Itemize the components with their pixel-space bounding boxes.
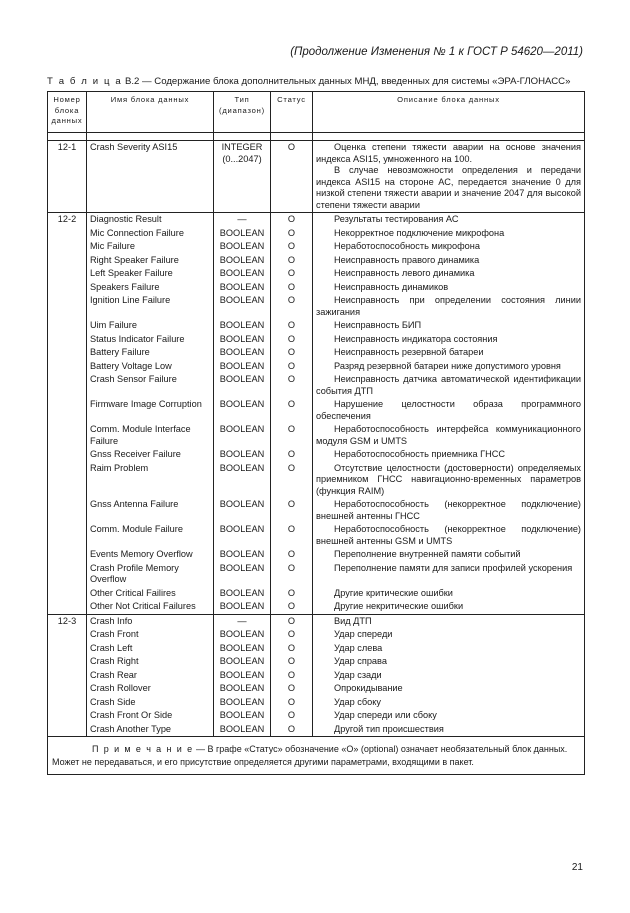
block-status-cell: O xyxy=(271,346,313,360)
block-type-cell: BOOLEAN xyxy=(214,360,271,374)
page-number: 21 xyxy=(571,862,583,873)
description-paragraph: Неработоспособность (некорректное подключение) внешней антенны GSM и UMTS xyxy=(316,524,581,546)
block-name-cell: Firmware Image Corruption xyxy=(87,398,214,423)
description-paragraph: Неработоспособность микрофона xyxy=(334,241,480,251)
table-row xyxy=(48,213,585,227)
block-type-cell: BOOLEAN xyxy=(214,548,271,562)
block-type-cell: BOOLEAN xyxy=(214,423,271,448)
block-description-cell xyxy=(313,294,585,319)
block-name-cell: Crash Rollover xyxy=(87,682,214,696)
table-row xyxy=(48,423,585,448)
table-row xyxy=(48,628,585,642)
block-type-cell: BOOLEAN xyxy=(214,696,271,710)
description-paragraph: Другой тип происшествия xyxy=(334,723,444,734)
block-description-cell xyxy=(313,462,585,499)
block-type-cell: BOOLEAN xyxy=(214,682,271,696)
block-type-cell: BOOLEAN xyxy=(214,600,271,614)
block-status-cell: O xyxy=(271,669,313,683)
block-name-cell: Gnss Receiver Failure xyxy=(87,448,214,462)
block-description-cell xyxy=(313,498,585,523)
table-header-row xyxy=(48,92,585,133)
block-name-cell: Right Speaker Failure xyxy=(87,254,214,268)
description-paragraph: Неработоспособность (некорректное подключение) внешней антенны ГНСС xyxy=(316,499,581,521)
table-row xyxy=(48,346,585,360)
block-status-cell: O xyxy=(271,723,313,737)
block-type-cell: BOOLEAN xyxy=(214,448,271,462)
block-name-cell: Gnss Antenna Failure xyxy=(87,498,214,523)
col-header-description: Описание блока данных xyxy=(313,92,585,133)
block-type-cell: BOOLEAN xyxy=(214,294,271,319)
block-description-cell xyxy=(313,628,585,642)
description-paragraph: Удар слева xyxy=(334,642,383,653)
block-type-cell: BOOLEAN xyxy=(214,398,271,423)
table-body xyxy=(48,133,585,775)
block-name-cell: Status Indicator Failure xyxy=(87,333,214,347)
block-name-cell: Comm. Module Failure xyxy=(87,523,214,548)
block-name-cell: Mic Failure xyxy=(87,240,214,254)
block-status-cell: O xyxy=(271,498,313,523)
table-row xyxy=(48,587,585,601)
block-status-cell: O xyxy=(271,682,313,696)
table-row xyxy=(48,227,585,241)
block-description-cell xyxy=(313,360,585,374)
block-status-cell: O xyxy=(271,696,313,710)
block-type-cell: BOOLEAN xyxy=(214,254,271,268)
block-type-cell: BOOLEAN xyxy=(214,523,271,548)
block-status-cell: O xyxy=(271,523,313,548)
block-type-cell: BOOLEAN xyxy=(214,319,271,333)
block-status-cell: O xyxy=(271,462,313,499)
description-paragraph: Отсутствие целостности (достоверности) определяемых приемником ГНСС навигационно-временных параметров (функция RAIM) xyxy=(316,462,581,496)
block-name-cell: Crash Left xyxy=(87,642,214,656)
block-name-cell: Other Not Critical Failures xyxy=(87,600,214,614)
block-type-cell: BOOLEAN xyxy=(214,227,271,241)
description-paragraph: Удар спереди или сбоку xyxy=(334,710,437,720)
table-note-row xyxy=(48,737,585,775)
table-row xyxy=(48,448,585,462)
table-row xyxy=(48,281,585,295)
table-row xyxy=(48,614,585,628)
block-description-cell xyxy=(313,254,585,268)
col-header-number: Номер блока данных xyxy=(48,92,87,133)
block-description-cell xyxy=(313,669,585,683)
description-paragraph: Неисправность левого динамика xyxy=(334,268,475,278)
block-status-cell: O xyxy=(271,281,313,295)
table-note xyxy=(48,737,585,775)
description-paragraph: Переполнение памяти для записи профилей ускорения xyxy=(334,562,573,573)
block-name-cell: Crash Rear xyxy=(87,669,214,683)
block-type-cell: BOOLEAN xyxy=(214,587,271,601)
table-row xyxy=(48,319,585,333)
col-header-name: Имя блока данных xyxy=(87,92,214,133)
block-name-cell: Left Speaker Failure xyxy=(87,267,214,281)
block-status-cell: O xyxy=(271,213,313,227)
table-row xyxy=(48,360,585,374)
block-name-cell: Other Critical Failires xyxy=(87,587,214,601)
description-paragraph: В случае невозможности определения и передачи индекса ASI15 на стороне АС, передается значение 0 для низкой степени тяжести аварии и значение 2047 для высокой степени тяжести аварии xyxy=(316,165,581,210)
table-row xyxy=(48,240,585,254)
description-paragraph: Неисправность правого динамика xyxy=(334,254,480,265)
block-name-cell: Crash Info xyxy=(87,614,214,628)
block-type-cell: BOOLEAN xyxy=(214,240,271,254)
block-status-cell: O xyxy=(271,600,313,614)
block-status-cell: O xyxy=(271,254,313,268)
block-status-cell: O xyxy=(271,448,313,462)
block-description-cell xyxy=(313,281,585,295)
block-description-cell xyxy=(313,240,585,254)
block-type-cell: BOOLEAN xyxy=(214,333,271,347)
block-description-cell xyxy=(313,600,585,614)
block-status-cell: O xyxy=(271,333,313,347)
block-status-cell: O xyxy=(271,319,313,333)
table-row xyxy=(48,462,585,499)
block-description-cell xyxy=(313,141,585,213)
block-number-cell: 12-3 xyxy=(48,614,87,737)
block-description-cell xyxy=(313,373,585,398)
block-description-cell xyxy=(313,267,585,281)
block-name-cell: Diagnostic Result xyxy=(87,213,214,227)
block-description-cell xyxy=(313,333,585,347)
block-description-cell xyxy=(313,227,585,241)
description-paragraph: Другие критические ошибки xyxy=(334,587,453,598)
block-description-cell xyxy=(313,346,585,360)
description-paragraph: Удар сбоку xyxy=(334,696,381,707)
table-row xyxy=(48,696,585,710)
description-paragraph: Удар сзади xyxy=(334,669,382,680)
block-description-cell xyxy=(313,723,585,737)
block-type-cell: BOOLEAN xyxy=(214,642,271,656)
block-name-cell: Mic Connection Failure xyxy=(87,227,214,241)
block-name-cell: Crash Another Type xyxy=(87,723,214,737)
block-description-cell xyxy=(313,423,585,448)
block-number-cell: 12-2 xyxy=(48,213,87,615)
table-row xyxy=(48,655,585,669)
block-status-cell: O xyxy=(271,709,313,723)
block-type-cell: BOOLEAN xyxy=(214,346,271,360)
block-type-cell: BOOLEAN xyxy=(214,462,271,499)
block-status-cell: O xyxy=(271,373,313,398)
block-description-cell xyxy=(313,523,585,548)
block-description-cell xyxy=(313,614,585,628)
table-row xyxy=(48,141,585,213)
description-paragraph: Результаты тестирования АС xyxy=(334,214,459,224)
description-paragraph: Некорректное подключение микрофона xyxy=(334,227,505,238)
block-name-cell: Raim Problem xyxy=(87,462,214,499)
block-type-cell: — xyxy=(214,614,271,628)
block-name-cell: Crash Sensor Failure xyxy=(87,373,214,398)
description-paragraph: Неработоспособность приемника ГНСС xyxy=(334,449,506,459)
block-description-cell xyxy=(313,642,585,656)
description-paragraph: Опрокидывание xyxy=(334,683,403,693)
block-name-cell: Events Memory Overflow xyxy=(87,548,214,562)
block-type-cell: INTEGER (0...2047) xyxy=(214,141,271,213)
block-type-cell: BOOLEAN xyxy=(214,373,271,398)
block-status-cell: O xyxy=(271,398,313,423)
block-status-cell: O xyxy=(271,628,313,642)
block-name-cell: Crash Side xyxy=(87,696,214,710)
block-description-cell xyxy=(313,213,585,227)
block-type-cell: BOOLEAN xyxy=(214,628,271,642)
note-text: — В графе «Статус» обозначение «O» (optional) означает необязательный блок данных. Может не передаваться, и его присутствие определяется другими параметрами, входящими в пакет. xyxy=(52,744,568,767)
block-status-cell: O xyxy=(271,267,313,281)
block-status-cell: O xyxy=(271,423,313,448)
description-paragraph: Нарушение целостности образа программного обеспечения xyxy=(316,399,581,421)
table-row xyxy=(48,642,585,656)
description-paragraph: Неисправность БИП xyxy=(334,320,422,330)
description-paragraph: Удар справа xyxy=(334,656,387,666)
description-paragraph: Неисправность при определении состояния линии зажигания xyxy=(316,295,581,317)
block-description-cell xyxy=(313,319,585,333)
block-name-cell: Crash Front xyxy=(87,628,214,642)
block-description-cell xyxy=(313,655,585,669)
block-type-cell: BOOLEAN xyxy=(214,655,271,669)
block-name-cell: Ignition Line Failure xyxy=(87,294,214,319)
table-row xyxy=(48,498,585,523)
description-paragraph: Неисправность индикатора состояния xyxy=(334,333,498,344)
description-paragraph: Неисправность резервной батареи xyxy=(334,347,484,357)
block-type-cell: BOOLEAN xyxy=(214,709,271,723)
block-type-cell: BOOLEAN xyxy=(214,723,271,737)
block-status-cell: O xyxy=(271,587,313,601)
block-name-cell: Crash Right xyxy=(87,655,214,669)
document-continuation-header: (Продолжение Изменения № 1 к ГОСТ Р 54620—2011) xyxy=(290,46,583,58)
table-row xyxy=(48,294,585,319)
table-row xyxy=(48,548,585,562)
data-blocks-table xyxy=(47,91,585,775)
col-header-type: Тип (диапазон) xyxy=(214,92,271,133)
block-status-cell: O xyxy=(271,642,313,656)
description-paragraph: Оценка степени тяжести аварии на основе значения индекса ASI15, умноженного на 100. xyxy=(316,142,581,164)
block-type-cell: BOOLEAN xyxy=(214,267,271,281)
block-description-cell xyxy=(313,682,585,696)
table-row xyxy=(48,709,585,723)
header-spacer-row xyxy=(48,133,585,141)
description-paragraph: Переполнение внутренней памяти событий xyxy=(334,549,521,559)
block-type-cell: BOOLEAN xyxy=(214,562,271,587)
table-row xyxy=(48,373,585,398)
description-paragraph: Разряд резервной батареи ниже допустимого уровня xyxy=(334,360,561,371)
table-caption-text: В.2 — Содержание блока дополнительных данных МНД, введенных для системы «ЭРА-ГЛОНАСС» xyxy=(122,76,571,87)
block-name-cell: Uim Failure xyxy=(87,319,214,333)
table-row xyxy=(48,267,585,281)
block-status-cell: O xyxy=(271,227,313,241)
block-status-cell: O xyxy=(271,614,313,628)
description-paragraph: Вид ДТП xyxy=(334,615,372,626)
block-name-cell: Crash Front Or Side xyxy=(87,709,214,723)
block-status-cell: O xyxy=(271,562,313,587)
block-status-cell: O xyxy=(271,548,313,562)
block-name-cell: Crash Severity ASI15 xyxy=(87,141,214,213)
block-type-cell: — xyxy=(214,213,271,227)
table-row xyxy=(48,333,585,347)
description-paragraph: Неработоспособность интерфейса коммуникационного модуля GSM и UMTS xyxy=(316,424,581,446)
block-type-cell: BOOLEAN xyxy=(214,281,271,295)
block-number-cell: 12-1 xyxy=(48,141,87,213)
table-row xyxy=(48,562,585,587)
col-header-status: Статус xyxy=(271,92,313,133)
table-row xyxy=(48,669,585,683)
table-row xyxy=(48,254,585,268)
table-row xyxy=(48,682,585,696)
block-description-cell xyxy=(313,548,585,562)
block-description-cell xyxy=(313,448,585,462)
block-description-cell xyxy=(313,709,585,723)
block-description-cell xyxy=(313,398,585,423)
table-row xyxy=(48,600,585,614)
table-row xyxy=(48,398,585,423)
table-caption-prefix: Т а б л и ц а xyxy=(47,76,123,87)
table-caption xyxy=(47,76,570,87)
block-status-cell: O xyxy=(271,141,313,213)
block-status-cell: O xyxy=(271,240,313,254)
block-description-cell xyxy=(313,696,585,710)
description-paragraph: Удар спереди xyxy=(334,629,393,639)
block-description-cell xyxy=(313,587,585,601)
block-type-cell: BOOLEAN xyxy=(214,498,271,523)
block-name-cell: Battery Voltage Low xyxy=(87,360,214,374)
block-name-cell: Speakers Failure xyxy=(87,281,214,295)
table-row xyxy=(48,723,585,737)
description-paragraph: Неисправность динамиков xyxy=(334,281,449,292)
table-row xyxy=(48,523,585,548)
block-status-cell: O xyxy=(271,360,313,374)
block-name-cell: Comm. Module Interface Failure xyxy=(87,423,214,448)
description-paragraph: Другие некритические ошибки xyxy=(334,601,464,611)
block-name-cell: Battery Failure xyxy=(87,346,214,360)
block-name-cell: Crash Profile Memory Overflow xyxy=(87,562,214,587)
block-status-cell: O xyxy=(271,294,313,319)
block-description-cell xyxy=(313,562,585,587)
note-label: П р и м е ч а н и е xyxy=(92,744,194,754)
description-paragraph: Неисправность датчика автоматической идентификации события ДТП xyxy=(316,374,581,396)
block-status-cell: O xyxy=(271,655,313,669)
block-type-cell: BOOLEAN xyxy=(214,669,271,683)
